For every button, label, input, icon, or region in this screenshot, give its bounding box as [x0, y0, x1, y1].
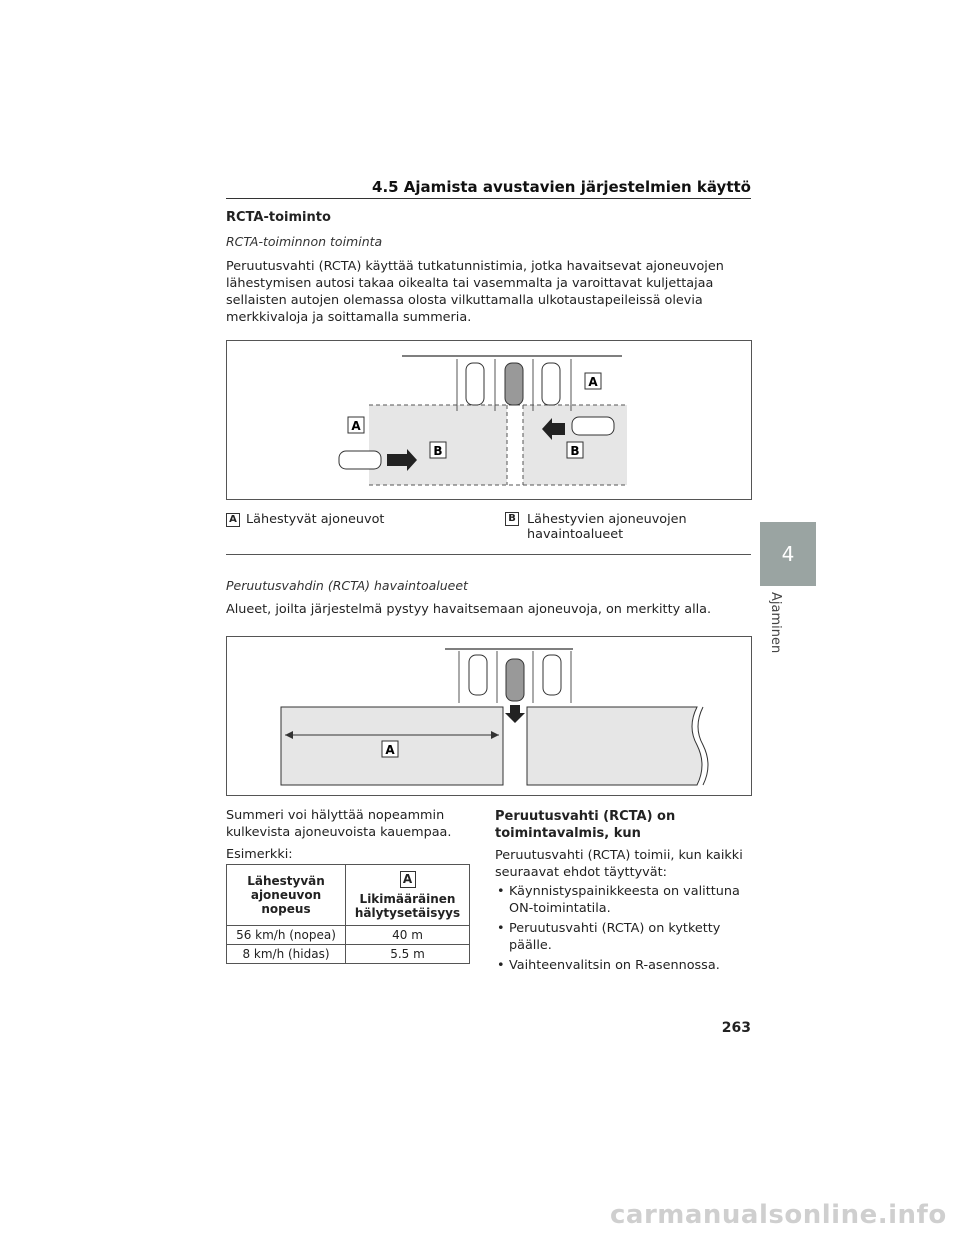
- section-subheading: RCTA-toiminnon toiminta: [226, 234, 383, 249]
- own-car: [505, 363, 523, 405]
- detection-area-right: [527, 707, 702, 785]
- chapter-label: Ajaminen: [768, 592, 783, 654]
- parked-car: [542, 363, 560, 405]
- watermark: carmanualsonline.info: [610, 1200, 947, 1230]
- approaching-car-right: [572, 417, 614, 435]
- svg-text:B: B: [570, 444, 580, 458]
- example-label: Esimerkki:: [226, 847, 293, 862]
- left-text: Summeri voi hälyttää nopeammin kulkevista ajoneuvoista kauempaa.: [226, 808, 452, 840]
- conditions-list: [495, 883, 745, 977]
- cell-speed: 8 km/h (hidas): [227, 945, 346, 964]
- header-distance-text: Likimääräinen hälytysetäisyys: [354, 891, 461, 920]
- alert-distance-table: [226, 864, 470, 964]
- label-B-left: [430, 442, 446, 458]
- svg-text:B: B: [433, 444, 443, 458]
- parked-car: [543, 655, 561, 695]
- chapter-tab: 4: [760, 522, 816, 586]
- parked-car: [469, 655, 487, 695]
- section-body: Peruutusvahti (RCTA) käyttää tutkatunnistimia, jotka havaitsevat ajoneuvojen lähestymisen autosi takaa oikealta tai vasemmalta ja varoittavat kuljettajaa sellaisten autojen olemassa olosta vilkuttamalla ulkotaustapeileissä olevia merkkivaloja ja soittamalla summeria.: [226, 259, 724, 325]
- page-number: 263: [721, 1020, 751, 1036]
- col-header-speed: Lähestyvän ajoneuvon nopeus: [227, 865, 346, 926]
- legend-item: [505, 512, 735, 542]
- label-A-box: A: [400, 871, 416, 888]
- label-A-right: [585, 373, 601, 389]
- rcta-diagram-svg: [227, 341, 751, 499]
- label-A-left: [348, 417, 364, 433]
- svg-text:A: A: [385, 743, 395, 757]
- detection-area-diagram: [226, 636, 752, 796]
- section-subheading: Peruutusvahdin (RCTA) havaintoalueet: [226, 578, 468, 593]
- list-item: • Vaihteenvalitsin on R-asennossa.: [495, 957, 745, 974]
- label-A: [382, 741, 398, 757]
- parked-car: [466, 363, 484, 405]
- legend-item: [226, 512, 476, 527]
- cell-distance: 40 m: [346, 926, 470, 945]
- conditions-body: Peruutusvahti (RCTA) toimii, kun kaikki seuraavat ehdot täyttyvät:: [495, 848, 743, 880]
- arrow-down-icon: [505, 705, 525, 723]
- table-row: [227, 926, 470, 945]
- svg-text:A: A: [351, 419, 361, 433]
- approaching-car-left: [339, 451, 381, 469]
- cell-distance: 5.5 m: [346, 945, 470, 964]
- rcta-diagram: [226, 340, 752, 500]
- svg-text:A: A: [588, 375, 598, 389]
- running-header: 4.5 Ajamista avustavien järjestelmien käyttö: [372, 178, 751, 196]
- section-divider: [226, 554, 751, 555]
- label-B-right: [567, 442, 583, 458]
- list-item: • Käynnistyspainikkeesta on valittuna ON-toimintatila.: [495, 883, 745, 917]
- cell-speed: 56 km/h (nopea): [227, 926, 346, 945]
- list-item: • Peruutusvahti (RCTA) on kytketty päälle.: [495, 920, 745, 954]
- section-body: Alueet, joilta järjestelmä pystyy havaitsemaan ajoneuvoja, on merkitty alla.: [226, 602, 712, 617]
- legend-key: A: [226, 513, 240, 527]
- legend-key: B: [505, 512, 519, 526]
- header-rule: [226, 198, 751, 199]
- legend-text: Lähestyvät ajoneuvot: [246, 512, 385, 527]
- col-header-distance: [346, 865, 470, 926]
- conditions-heading: Peruutusvahti (RCTA) on toimintavalmis, kun: [495, 809, 676, 841]
- section-heading: RCTA-toiminto: [226, 210, 331, 225]
- legend-text: Lähestyvien ajoneuvojen havaintoalueet: [527, 512, 687, 542]
- own-car: [506, 659, 524, 701]
- table-row: [227, 945, 470, 964]
- detection-area-svg: [227, 637, 751, 795]
